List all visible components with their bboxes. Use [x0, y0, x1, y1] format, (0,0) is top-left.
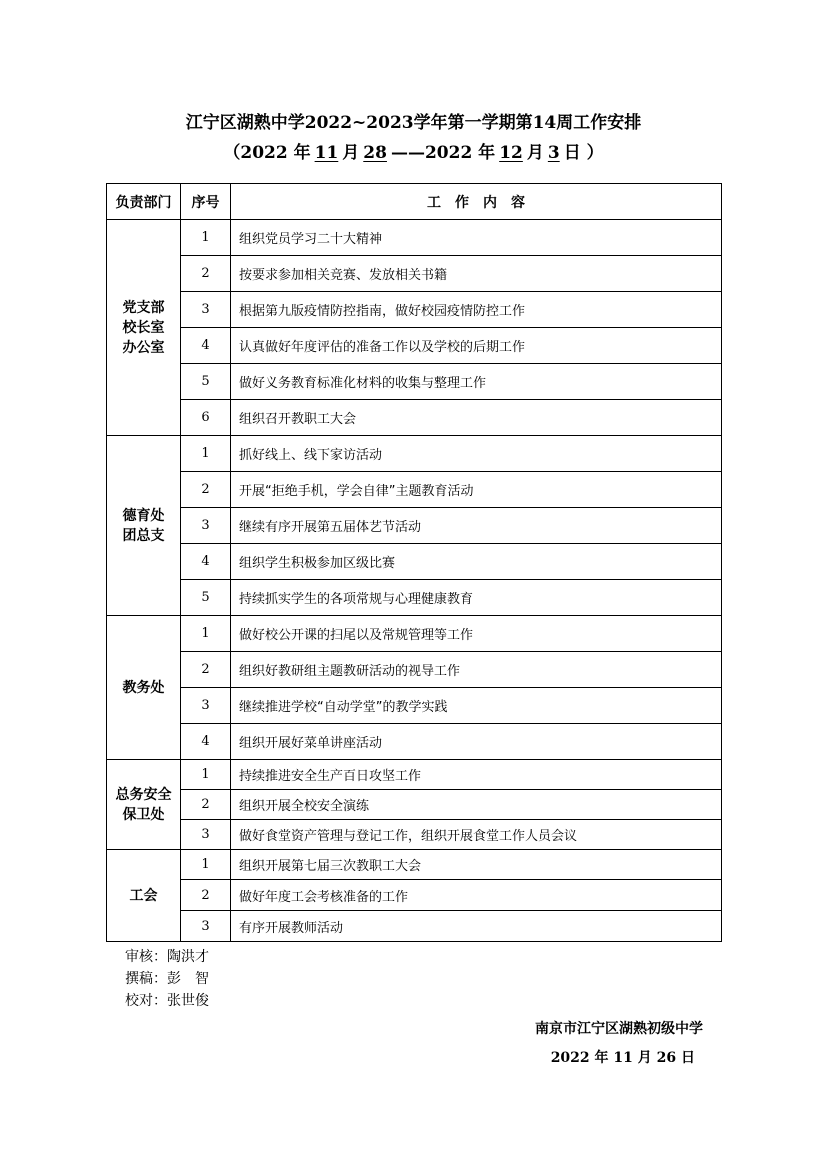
date-range-close: 日 ） [563, 143, 604, 163]
row-number: 4 [181, 544, 231, 580]
dept-label-line: 党支部 [122, 299, 165, 316]
table-row [107, 436, 722, 472]
work-content: 有序开展教师活动 [231, 911, 722, 942]
work-content: 根据第九版疫情防控指南，做好校园疫情防控工作 [231, 292, 722, 328]
header-dept: 负责部门 [107, 184, 181, 220]
dept-cell [107, 436, 181, 616]
work-content: 持续推进安全生产百日攻坚工作 [231, 760, 722, 790]
row-number: 5 [181, 580, 231, 616]
work-content: 做好食堂资产管理与登记工作，组织开展食堂工作人员会议 [231, 820, 722, 850]
school-name: 南京市江宁区湖熟初级中学 [535, 1021, 703, 1037]
work-content: 抓好线上、线下家访活动 [231, 436, 722, 472]
row-number: 1 [181, 616, 231, 652]
dept-label-line: 办公室 [122, 339, 165, 356]
month-char-1: 月 [342, 143, 360, 163]
table-header-row [107, 184, 722, 220]
work-content: 组织党员学习二十大精神 [231, 220, 722, 256]
table-row [107, 544, 722, 580]
row-number: 5 [181, 364, 231, 400]
row-number: 3 [181, 508, 231, 544]
dept-label-line: 工会 [129, 887, 158, 904]
month-char-2: 月 [526, 143, 544, 163]
work-content: 开展“拒绝手机，学会自律”主题教育活动 [231, 472, 722, 508]
row-number: 4 [181, 328, 231, 364]
table-row [107, 508, 722, 544]
row-number: 6 [181, 400, 231, 436]
work-content: 组织学生积极参加区级比赛 [231, 544, 722, 580]
table-row [107, 220, 722, 256]
table-row [107, 616, 722, 652]
row-number: 2 [181, 256, 231, 292]
work-content: 做好年度工会考核准备的工作 [231, 880, 722, 911]
row-number: 3 [181, 292, 231, 328]
work-content: 做好校公开课的扫尾以及常规管理等工作 [231, 616, 722, 652]
table-row [107, 850, 722, 880]
date-range-dash: ——2022 年 [390, 143, 496, 163]
page-title: 江宁区湖熟中学2022~2023学年第一学期第14周工作安排 [185, 113, 642, 133]
work-content: 组织开展第七届三次教职工大会 [231, 850, 722, 880]
row-number: 1 [181, 760, 231, 790]
table-row [107, 820, 722, 850]
work-content: 组织召开教职工大会 [231, 400, 722, 436]
row-number: 2 [181, 880, 231, 911]
proofreader-note: 校对：张世俊 [125, 993, 209, 1009]
work-content: 组织开展全校安全演练 [231, 790, 722, 820]
table-row [107, 256, 722, 292]
table-row [107, 364, 722, 400]
date-range-open: （2022 年 [223, 143, 311, 163]
row-number: 2 [181, 652, 231, 688]
table-row [107, 472, 722, 508]
header-content: 工 作 内 容 [231, 184, 722, 220]
author-note: 撰稿：彭 智 [125, 971, 209, 987]
row-number: 1 [181, 850, 231, 880]
dept-label-line: 校长室 [122, 319, 165, 336]
row-number: 3 [181, 820, 231, 850]
dept-label-line: 保卫处 [122, 806, 165, 823]
work-content: 认真做好年度评估的准备工作以及学校的后期工作 [231, 328, 722, 364]
table-row [107, 652, 722, 688]
table-row [107, 880, 722, 911]
row-number: 1 [181, 220, 231, 256]
table-row [107, 724, 722, 760]
issue-date: 2022 年 11 月 26 日 [550, 1050, 695, 1066]
work-content: 持续抓实学生的各项常规与心理健康教育 [231, 580, 722, 616]
row-number: 4 [181, 724, 231, 760]
table-row [107, 400, 722, 436]
table-row [107, 292, 722, 328]
reviewer-note: 审核：陶洪才 [125, 949, 209, 965]
dept-cell [107, 220, 181, 436]
table-body [107, 220, 722, 942]
dept-cell [107, 850, 181, 942]
row-number: 2 [181, 790, 231, 820]
schedule-table [106, 183, 722, 942]
table-row [107, 580, 722, 616]
work-content: 组织好教研组主题教研活动的视导工作 [231, 652, 722, 688]
row-number: 3 [181, 688, 231, 724]
work-content: 组织开展好菜单讲座活动 [231, 724, 722, 760]
dept-label-line: 总务安全 [115, 786, 172, 803]
work-content: 继续推进学校“自动学堂”的教学实践 [231, 688, 722, 724]
end-month: 12 [499, 143, 523, 163]
table-row [107, 688, 722, 724]
dept-label-line: 教务处 [122, 679, 165, 696]
work-content: 继续有序开展第五届体艺节活动 [231, 508, 722, 544]
table-row [107, 790, 722, 820]
start-month: 11 [314, 143, 339, 163]
header-num: 序号 [181, 184, 231, 220]
dept-label-line: 团总支 [122, 527, 165, 544]
end-day: 3 [547, 143, 560, 163]
row-number: 1 [181, 436, 231, 472]
table-row [107, 760, 722, 790]
table-row [107, 328, 722, 364]
row-number: 2 [181, 472, 231, 508]
dept-label-line: 德育处 [122, 507, 165, 524]
work-content: 按要求参加相关竞赛、发放相关书籍 [231, 256, 722, 292]
start-day: 28 [363, 143, 387, 163]
dept-cell [107, 616, 181, 760]
row-number: 3 [181, 911, 231, 942]
date-range [0, 138, 827, 163]
work-content: 做好义务教育标准化材料的收集与整理工作 [231, 364, 722, 400]
dept-cell [107, 760, 181, 850]
table-row [107, 911, 722, 942]
